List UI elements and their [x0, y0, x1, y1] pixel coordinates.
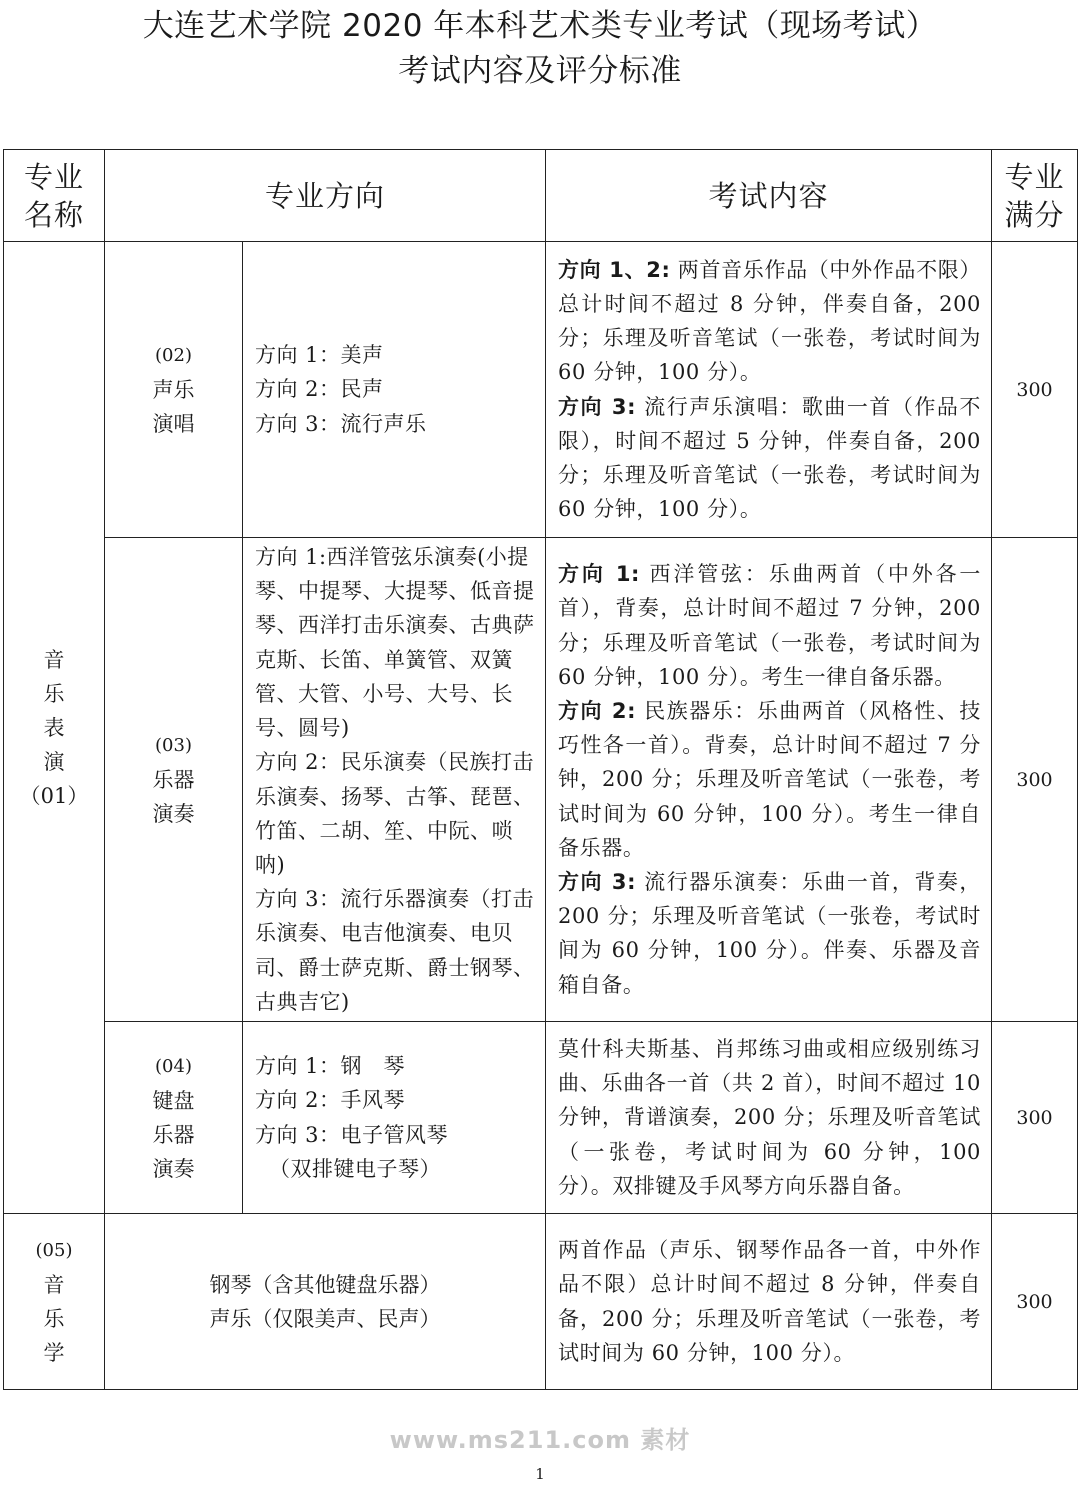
directions-instrument	[243, 538, 546, 1022]
sub-keyboard: (04) 键盘乐器演奏	[105, 1022, 243, 1214]
list-item: 方向 2：民乐演奏（民族打击乐演奏、扬琴、古筝、琵琶、竹笛、二胡、笙、中阮、唢呐)	[255, 750, 535, 877]
score-instrument: 300	[992, 538, 1078, 1022]
direction-label: 方向 1:	[558, 562, 641, 587]
table-row	[4, 242, 1078, 538]
header-score: 专业满分	[992, 150, 1078, 242]
table-row	[4, 1214, 1078, 1390]
score-musicology: 300	[992, 1214, 1078, 1390]
list-item: 方向 3：流行乐器演奏（打击乐演奏、电吉他演奏、电贝司、爵士萨克斯、爵士钢琴、古典吉它)	[255, 887, 535, 1014]
sub-vocal: (02) 声乐演唱	[105, 242, 243, 538]
document-title-line2: 考试内容及评分标准	[398, 53, 682, 89]
directions-keyboard	[243, 1022, 546, 1214]
directions-musicology	[105, 1214, 546, 1390]
table-row	[4, 1022, 1078, 1214]
list-item: 方向 2：手风琴	[255, 1088, 406, 1113]
header-direction: 专业方向	[105, 150, 546, 242]
score-keyboard: 300	[992, 1022, 1078, 1214]
major-musicology: (05) 音乐学	[4, 1214, 105, 1390]
list-item: 钢琴（含其他键盘乐器）	[209, 1272, 441, 1297]
table-row	[4, 538, 1078, 1022]
list-item: 方向 1:西洋管弦乐演奏(小提琴、中提琴、大提琴、低音提琴、西洋打击乐演奏、古典萨克斯、长笛、单簧管、双簧管、大管、小号、大号、长号、圆号)	[255, 545, 535, 741]
content-instrument: 方向 1: 西洋管弦：乐曲两首（中外各一首），背奏，总计时间不超过 7 分钟，200 分；乐理及听音笔试（一张卷，考试时间为 60 分钟，100 分）。考生一律自备乐器。 方向 2: 民族器乐：乐曲两首（风格性、技巧性各一首）。背奏，总计时间不超过 7 分钟，200 分；乐理及听音笔试（一张卷，考试时间为 60 分钟，100 分）。考生一律自备乐器。 方向 3: 流行器乐演奏：乐曲一首，背奏，200 分；乐理及听音笔试（一张卷，考试时间为 60 分钟，100 分）。伴奏、乐器及音箱自备。	[546, 538, 992, 1022]
document-title-line1: 大连艺术学院 2020 年本科艺术类专业考试（现场考试）	[142, 8, 938, 44]
score-vocal: 300	[992, 242, 1078, 538]
major-music-performance: 音乐表演 （01）	[4, 242, 105, 1214]
directions-vocal	[243, 242, 546, 538]
list-item: 方向 1：美声	[255, 343, 384, 368]
list-item: （双排键电子琴）	[269, 1156, 441, 1181]
table-header-row	[4, 150, 1078, 242]
direction-label: 方向 2:	[558, 698, 637, 723]
exam-standards-table	[3, 149, 1078, 1390]
content-vocal: 方向 1、2: 两首音乐作品（中外作品不限）总计时间不超过 8 分钟，伴奏自备，200 分；乐理及听音笔试（一张卷，考试时间为 60 分钟，100 分）。 方向 3: 流行声乐演唱：歌曲一首（作品不限），时间不超过 5 分钟，伴奏自备，200 分；乐理及听音笔试（一张卷，考试时间为 60 分钟，100 分）。	[546, 242, 992, 538]
direction-label: 方向 3:	[558, 394, 637, 419]
sub-instrument: (03) 乐器演奏	[105, 538, 243, 1022]
header-major: 专业名称	[4, 150, 105, 242]
list-item: 声乐（仅限美声、民声）	[209, 1306, 441, 1331]
watermark-text: www.ms211.com 素材	[389, 1426, 691, 1454]
content-musicology: 两首作品（声乐、钢琴作品各一首，中外作品不限）总计时间不超过 8 分钟，伴奏自备，200 分；乐理及听音笔试（一张卷，考试时间为 60 分钟，100 分）。	[546, 1214, 992, 1390]
list-item: 方向 3：电子管风琴	[255, 1122, 449, 1147]
header-content: 考试内容	[546, 150, 992, 242]
content-keyboard: 莫什科夫斯基、肖邦练习曲或相应级别练习曲、乐曲各一首（共 2 首），时间不超过 10 分钟，背谱演奏，200 分；乐理及听音笔试（一张卷，考试时间为 60 分钟，100 分）。双排键及手风琴方向乐器自备。	[546, 1022, 992, 1214]
direction-label: 方向 1、2:	[558, 257, 671, 282]
list-item: 方向 1：钢 琴	[255, 1054, 406, 1079]
list-item: 方向 2：民声	[255, 377, 384, 402]
direction-label: 方向 3:	[558, 870, 637, 894]
page-number: 1	[535, 1465, 545, 1483]
list-item: 方向 3：流行声乐	[255, 411, 427, 436]
